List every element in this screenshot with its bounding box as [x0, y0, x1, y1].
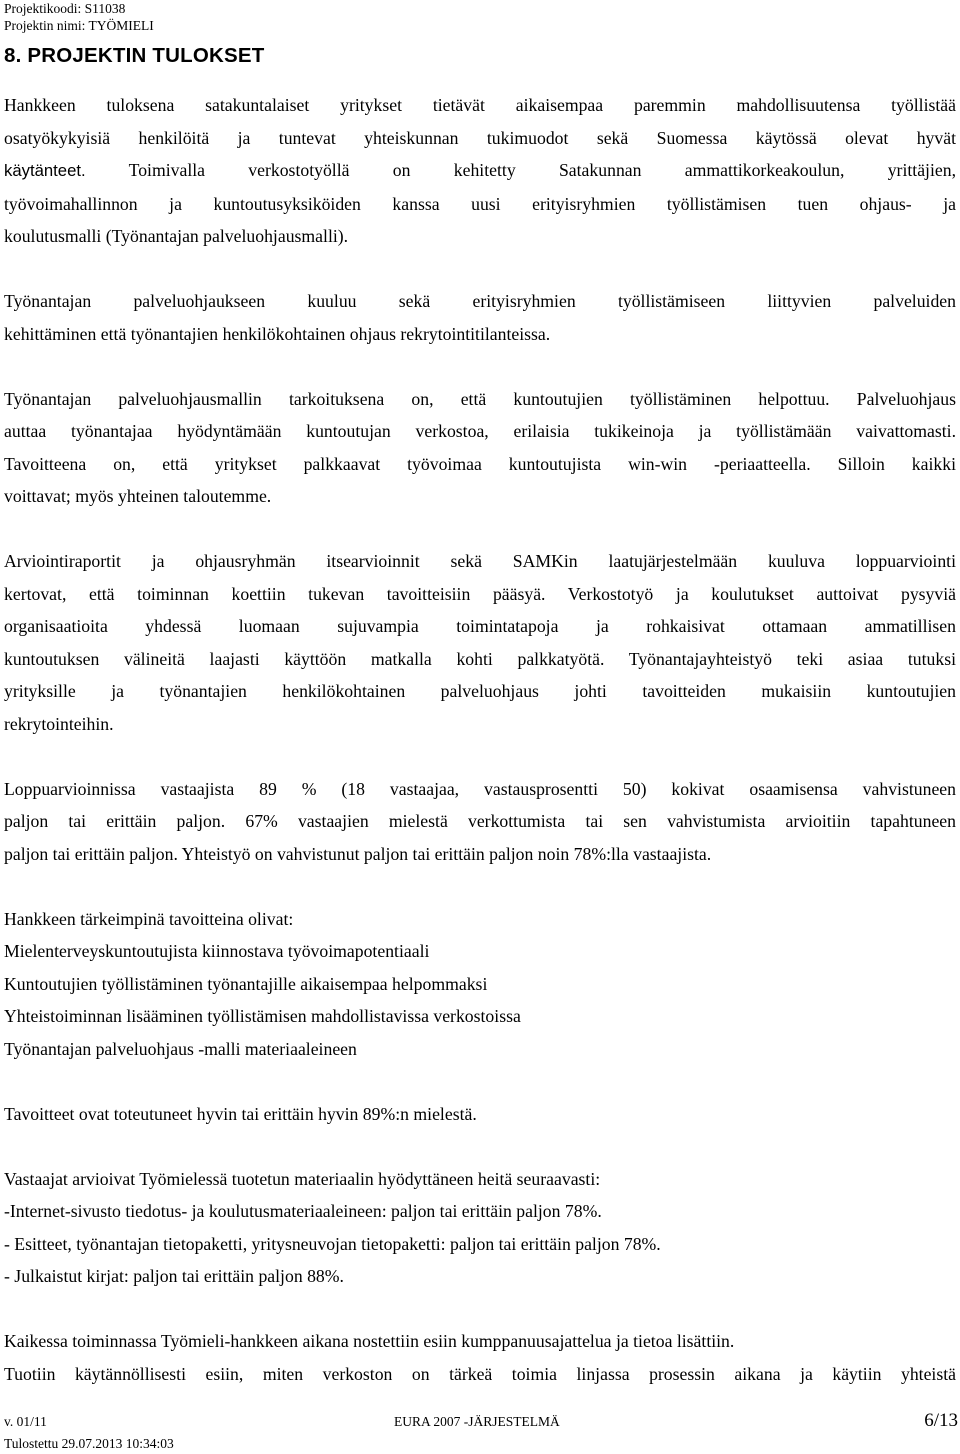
list-item: Työnantajan palveluohjaus -malli materiaaleineen: [4, 1038, 357, 1059]
text-line: Vastaajat arvioivat Työmielessä tuotetun materiaalin hyödyttäneen heitä seuraavasti:: [4, 1168, 601, 1189]
list-item: - Esitteet, työnantajan tietopaketti, yritysneuvojan tietopaketti: paljon tai erittäin paljon 78%.: [4, 1233, 661, 1254]
project-code: Projektikoodi: S11038: [4, 1, 126, 16]
text-line: kertovat, että toiminnan koettiin tukevan tavoitteisiin pääsyä. Verkostotyö ja koulutukset auttoivat pysyviä: [4, 583, 956, 604]
print-timestamp: Tulostettu 29.07.2013 10:34:03: [4, 1436, 174, 1451]
paragraph-evaluation: [4, 545, 956, 740]
text-line: [4, 154, 956, 188]
text-line: työvoimahallinnon ja kuntoutusyksiköiden kanssa uusi erityisryhmien työllistämisen tuen ohjaus- ja: [4, 193, 956, 214]
section-title: 8. PROJEKTIN TULOKSET: [4, 44, 265, 67]
text-fragment: käytänteet.: [4, 161, 86, 180]
paragraph-material-benefits: [4, 1163, 956, 1293]
document-body: [4, 89, 956, 1390]
text-line: Hankkeen tärkeimpinä tavoitteina olivat:: [4, 908, 294, 929]
list-item: Mielenterveyskuntoutujista kiinnostava työvoimapotentiaali: [4, 941, 430, 961]
text-line: Tavoitteet ovat toteutuneet hyvin tai erittäin hyvin 89%:n mielestä.: [4, 1103, 477, 1124]
text-line: Työnantajan palveluohjausmallin tarkoituksena on, että kuntoutujien työllistäminen helpottuu. Palveluohjaus: [4, 388, 956, 409]
text-line: osatyökykyisiä henkilöitä ja tuntevat yhteiskunnan tukimuodot sekä Suomessa käytössä olevat hyvät: [4, 127, 956, 148]
version-label: v. 01/11: [4, 1414, 47, 1429]
text-line: Hankkeen tuloksena satakuntalaiset yritykset tietävät aikaisempaa paremmin mahdollisuutensa työllistää: [4, 95, 956, 115]
paragraph-partnership: [4, 1325, 956, 1390]
text-line: kehittäminen että työnantajien henkilökohtainen ohjaus rekrytointitilanteissa.: [4, 323, 551, 344]
paragraph-service-guidance: [4, 285, 956, 350]
text-line: voittavat; myös yhteinen taloutemme.: [4, 486, 272, 506]
text-line: Tuotiin käytännöllisesti esiin, miten verkoston on tärkeä toimia linjassa prosessin aikana ja käytiin yhteistä: [4, 1363, 956, 1384]
text-line: rekrytointeihin.: [4, 713, 114, 734]
paragraph-model-purpose: [4, 383, 956, 513]
text-line: yrityksille ja työnantajien henkilökohtainen palveluohjaus johti tavoitteiden mukaisiin kuntoutujien: [4, 681, 956, 701]
text-line: kuntoutuksen välineitä laajasti käyttöön matkalla kohti palkkatyötä. Työnantajayhteistyö teki asiaa tutuksi: [4, 648, 956, 669]
paragraph-goals-list: [4, 903, 956, 1066]
list-item: Kuntoutujien työllistäminen työnantajille aikaisempaa helpommaksi: [4, 973, 488, 994]
text-line: auttaa työnantajaa hyödyntämään kuntoutujan verkostoa, erilaisia tukikeinoja ja työllistämään vaivattomasti.: [4, 421, 956, 441]
text-line: paljon tai erittäin paljon. Yhteistyö on vahvistunut paljon tai erittäin paljon noin 78%:lla vastaajista.: [4, 843, 712, 864]
page-header: [4, 0, 154, 34]
text-line: koulutusmalli (Työnantajan palveluohjausmalli).: [4, 226, 349, 246]
paragraph-final-evaluation: [4, 773, 956, 871]
system-label: EURA 2007 -JÄRJESTELMÄ: [394, 1414, 560, 1429]
paragraph-goals-achieved: [4, 1098, 956, 1131]
text-line: Kaikessa toiminnassa Työmieli-hankkeen aikana nostettiin esiin kumppanuusajattelua ja tietoa lisättiin.: [4, 1331, 735, 1351]
project-name: Projektin nimi: TYÖMIELI: [4, 18, 154, 33]
text-line: Tavoitteena on, että yritykset palkkaavat työvoimaa kuntoutujista win-win -periaatteella. Silloin kaikki: [4, 453, 956, 474]
list-item: Yhteistoiminnan lisääminen työllistämisen mahdollistavissa verkostoissa: [4, 1006, 521, 1026]
text-line: paljon tai erittäin paljon. 67% vastaajien mielestä verkottumista tai sen vahvistumista arvioitiin tapahtuneen: [4, 811, 956, 831]
text-line: Arviointiraportit ja ohjausryhmän itsearvioinnit sekä SAMKin laatujärjestelmään kuuluva loppuarviointi: [4, 551, 956, 571]
list-item: -Internet-sivusto tiedotus- ja koulutusmateriaaleineen: paljon tai erittäin paljon 78%.: [4, 1201, 602, 1221]
text-fragment: Toimivalla verkostotyöllä on kehitetty Satakunnan ammattikorkeakoulun, yrittäjien,: [85, 160, 956, 180]
text-line: Loppuarvioinnissa vastaajista 89 % (18 vastaajaa, vastausprosentti 50) kokivat osaamisensa vahvistuneen: [4, 778, 956, 799]
text-line: Työnantajan palveluohjaukseen kuuluu sekä erityisryhmien työllistämiseen liittyvien palveluiden: [4, 291, 956, 311]
page-number: 6/13: [924, 1410, 958, 1431]
list-item: - Julkaistut kirjat: paljon tai erittäin paljon 88%.: [4, 1266, 344, 1286]
paragraph-results-intro: [4, 89, 956, 253]
text-line: organisaatioita yhdessä luomaan sujuvampia toimintatapoja ja rohkaisivat ottamaan ammatillisen: [4, 616, 956, 636]
page-footer: [4, 1410, 958, 1450]
